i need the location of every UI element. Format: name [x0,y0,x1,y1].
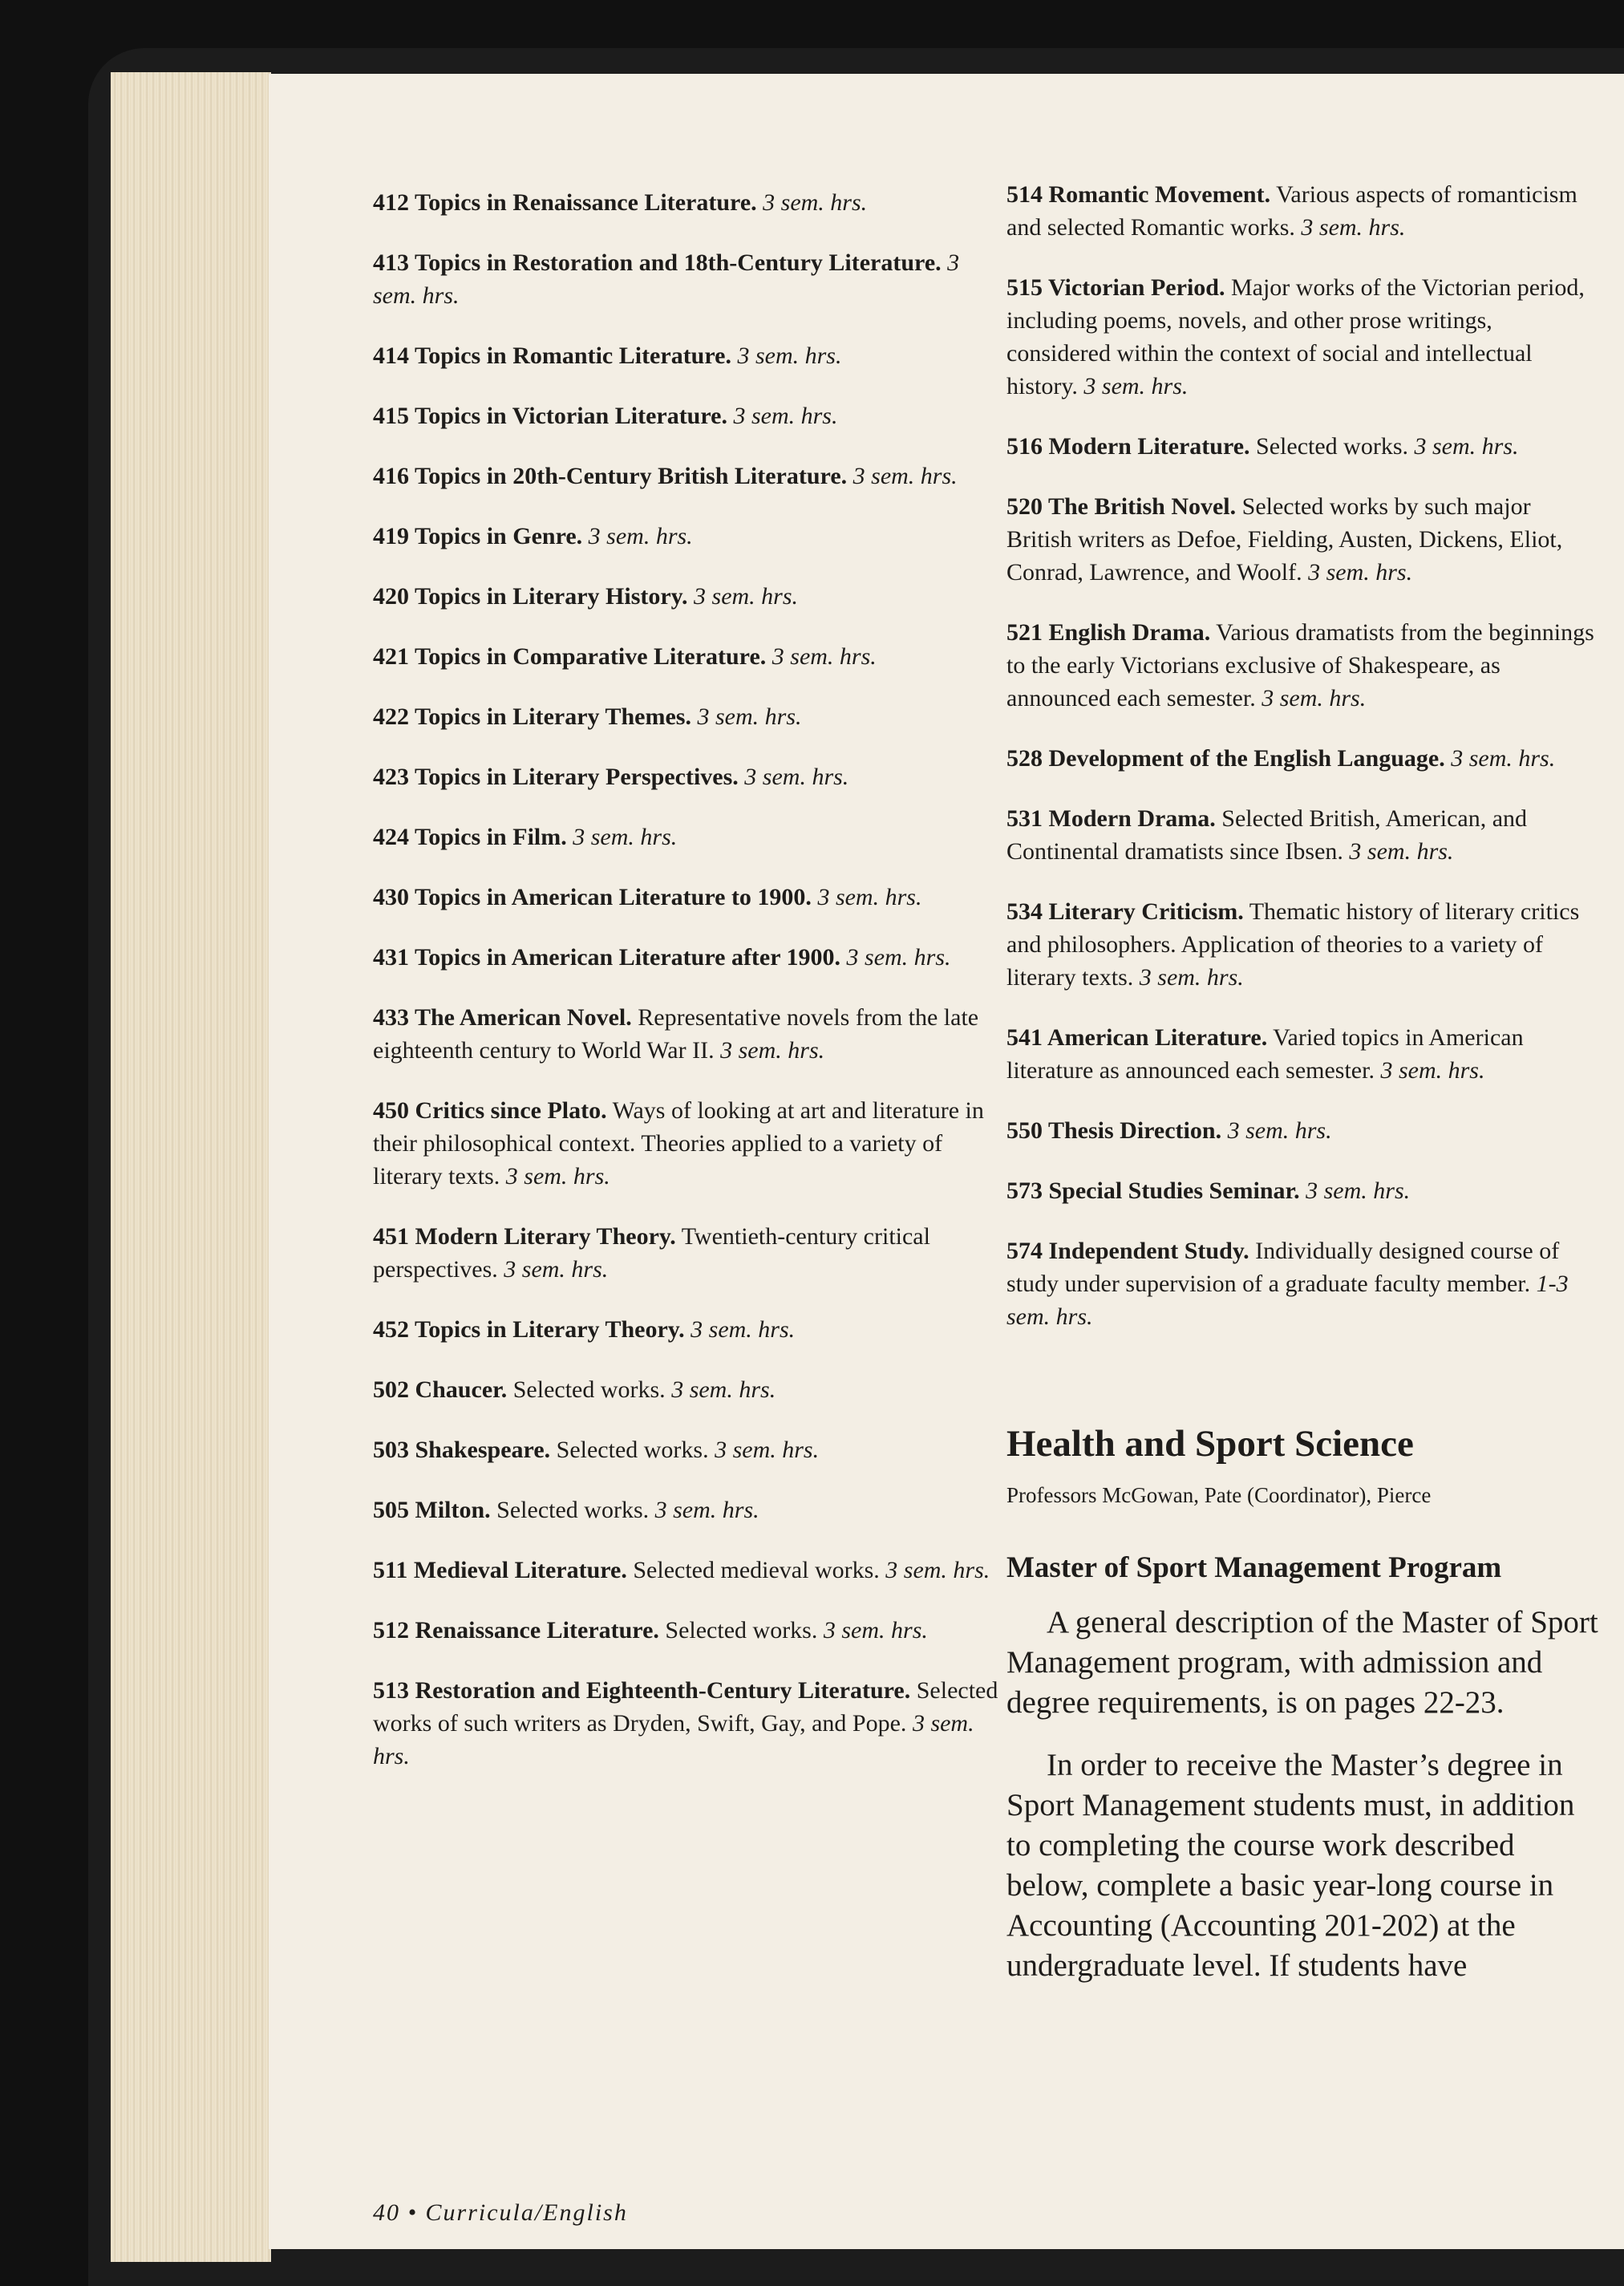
course-description: Selected works by such major British writers as Defoe, Fielding, Austen, Dickens, Eliot, Conrad, Lawrence, and Woolf. [1006,493,1563,586]
course-title: 502 Chaucer. [373,1376,508,1403]
course-entry [1006,271,1600,403]
page-footer: 40 • Curricula/English [373,2199,628,2226]
course-credits: 3 sem. hrs. [1301,214,1406,241]
course-title: 520 The British Novel. [1006,493,1237,520]
course-title: 573 Special Studies Seminar. [1006,1177,1300,1204]
course-entry [373,1554,1006,1587]
course-entry [373,1313,1006,1346]
course-title: 419 Topics in Genre. [373,523,583,549]
course-entry [1006,490,1600,589]
course-credits: 3 sem. hrs. [846,944,951,971]
course-title: 541 American Literature. [1006,1024,1268,1051]
course-entry [373,1674,1006,1773]
course-entry [373,520,1006,553]
course-entry [373,1001,1006,1067]
course-entry [1006,1234,1600,1333]
course-credits: 1-3 sem. hrs. [1006,1271,1569,1330]
course-entry [1006,1021,1600,1087]
page-edges [111,72,271,2262]
course-credits: 3 sem. hrs. [671,1376,776,1403]
course-title: 574 Independent Study. [1006,1238,1249,1264]
course-title: 430 Topics in American Literature to 1900. [373,884,812,910]
course-credits: 3 sem. hrs. [504,1256,609,1283]
course-entry [373,1373,1006,1406]
course-title: 421 Topics in Comparative Literature. [373,643,767,670]
course-entry [1006,1174,1600,1207]
course-entry [373,399,1006,432]
course-entry [373,640,1006,673]
course-entry [373,1433,1006,1466]
course-credits: 3 sem. hrs. [737,342,842,369]
course-credits: 3 sem. hrs. [733,403,838,429]
course-credits: 3 sem. hrs. [1349,838,1454,865]
course-title: 415 Topics in Victorian Literature. [373,403,727,429]
course-title: 513 Restoration and Eighteenth-Century Literature. [373,1677,911,1704]
course-credits: 3 sem. hrs. [1262,685,1367,711]
course-title: 423 Topics in Literary Perspectives. [373,764,739,790]
course-credits: 3 sem. hrs. [505,1163,610,1190]
course-title: 531 Modern Drama. [1006,805,1216,832]
course-title: 416 Topics in 20th-Century British Literature. [373,463,848,489]
course-credits: 3 sem. hrs. [1083,373,1189,399]
faculty-line: Professors McGowan, Pate (Coordinator), Pierce [1006,1483,1432,1507]
course-entry [373,580,1006,613]
course-credits: 3 sem. hrs. [654,1497,759,1523]
course-title: 511 Medieval Literature. [373,1557,627,1583]
course-credits: 3 sem. hrs. [772,643,877,670]
course-entry [373,246,1006,312]
body-paragraph: A general description of the Master of Sport Management program, with admission and degree requirements, is on pages 22-23. [1006,1605,1598,1720]
course-entry [373,1220,1006,1286]
course-entry [373,881,1006,914]
course-credits: 3 sem. hrs. [823,1617,928,1644]
course-title: 550 Thesis Direction. [1006,1117,1222,1144]
course-description: Thematic history of literary critics and philosophers. Application of theories to a variety of literary texts. [1006,898,1580,991]
course-entry [1006,895,1600,994]
course-entry [373,1614,1006,1647]
course-credits: 3 sem. hrs. [1451,745,1556,772]
course-title: 514 Romantic Movement. [1006,181,1271,208]
course-title: 516 Modern Literature. [1006,433,1250,460]
course-entry [373,941,1006,974]
course-description: Twentieth-century critical perspectives. [373,1223,930,1283]
course-title: 512 Renaissance Literature. [373,1617,659,1644]
course-entry [373,460,1006,492]
course-credits: 3 sem. hrs. [885,1557,990,1583]
course-entry [1006,1114,1600,1147]
course-description: Selected works. [665,1617,818,1644]
course-description: Selected works. [1256,433,1408,460]
course-description: Ways of looking at art and literature in their philosophical context. Theories applied to a variety of literary texts. [373,1097,984,1190]
course-entry [1006,802,1600,868]
course-credits: 3 sem. hrs. [373,249,960,309]
course-entry [373,1094,1006,1193]
course-entry [1006,742,1600,775]
section-title: Health and Sport Science [1006,1423,1414,1465]
course-credits: 3 sem. hrs. [694,583,799,610]
course-title: 451 Modern Literary Theory. [373,1223,676,1250]
program-subhead: Master of Sport Management Program [1006,1551,1502,1584]
course-title: 450 Critics since Plato. [373,1097,607,1124]
course-title: 534 Literary Criticism. [1006,898,1244,925]
course-entry [373,1494,1006,1526]
course-credits: 3 sem. hrs. [573,824,678,850]
course-description: Selected works of such writers as Dryden, Swift, Gay, and Pope. [373,1677,998,1737]
course-title: 505 Milton. [373,1497,491,1523]
course-description: Major works of the Victorian period, including poems, novels, and other prose writings, considered within the context of social and intellectual history. [1006,274,1585,399]
course-credits: 3 sem. hrs. [1306,1177,1411,1204]
course-description: Selected works. [556,1437,709,1463]
course-title: 420 Topics in Literary History. [373,583,688,610]
course-title: 515 Victorian Period. [1006,274,1225,301]
course-title: 452 Topics in Literary Theory. [373,1316,685,1343]
course-entry [373,339,1006,372]
course-title: 521 English Drama. [1006,619,1211,646]
course-description: Selected works. [496,1497,650,1523]
course-credits: 3 sem. hrs. [817,884,922,910]
course-description: Selected works. [512,1376,666,1403]
course-credits: 3 sem. hrs. [1380,1057,1485,1084]
course-title: 431 Topics in American Literature after 1900. [373,944,841,971]
course-list-right [1006,178,1600,1333]
course-credits: 3 sem. hrs. [1308,559,1413,586]
catalog-page [269,74,1624,2249]
course-title: 412 Topics in Renaissance Literature. [373,189,757,216]
course-entry [373,700,1006,733]
course-credits: 3 sem. hrs. [1227,1117,1332,1144]
course-title: 433 The American Novel. [373,1004,632,1031]
course-description: Selected British, American, and Continental dramatists since Ibsen. [1006,805,1528,865]
course-entry [373,186,1006,219]
course-description: Individually designed course of study under supervision of a graduate faculty member. [1006,1238,1560,1297]
course-credits: 3 sem. hrs. [763,189,868,216]
course-credits: 3 sem. hrs. [1139,964,1244,991]
course-entry [1006,616,1600,715]
course-entry [373,760,1006,793]
course-credits: 3 sem. hrs. [715,1437,820,1463]
course-description: Selected medieval works. [633,1557,880,1583]
course-title: 422 Topics in Literary Themes. [373,703,691,730]
course-title: 528 Development of the English Language. [1006,745,1445,772]
course-title: 424 Topics in Film. [373,824,567,850]
course-credits: 3 sem. hrs. [1414,433,1519,460]
course-credits: 3 sem. hrs. [588,523,693,549]
course-description: Various aspects of romanticism and selected Romantic works. [1006,181,1577,241]
course-title: 503 Shakespeare. [373,1437,551,1463]
course-entry [373,821,1006,853]
course-credits: 3 sem. hrs. [691,1316,796,1343]
course-title: 413 Topics in Restoration and 18th-Century Literature. [373,249,942,276]
course-description: Varied topics in American literature as announced each semester. [1006,1024,1524,1084]
body-paragraph: In order to receive the Master’s degree in Sport Management students must, in addition to completing the course work described below, complete a basic year-long course in Accounting (Accounting 201-202) at the undergraduate level. If students have [1006,1748,1575,1983]
course-entry [1006,178,1600,244]
course-credits: 3 sem. hrs. [373,1710,974,1769]
course-description: Various dramatists from the beginnings to the early Victorians exclusive of Shakespeare, as announced each semester. [1006,619,1594,711]
course-title: 414 Topics in Romantic Literature. [373,342,731,369]
course-description: Representative novels from the late eighteenth century to World War II. [373,1004,979,1064]
course-entry [1006,430,1600,463]
course-credits: 3 sem. hrs. [744,764,849,790]
course-credits: 3 sem. hrs. [697,703,802,730]
course-credits: 3 sem. hrs. [720,1037,825,1064]
left-column [373,186,1006,1800]
right-column [1006,178,1600,2008]
course-credits: 3 sem. hrs. [852,463,958,489]
